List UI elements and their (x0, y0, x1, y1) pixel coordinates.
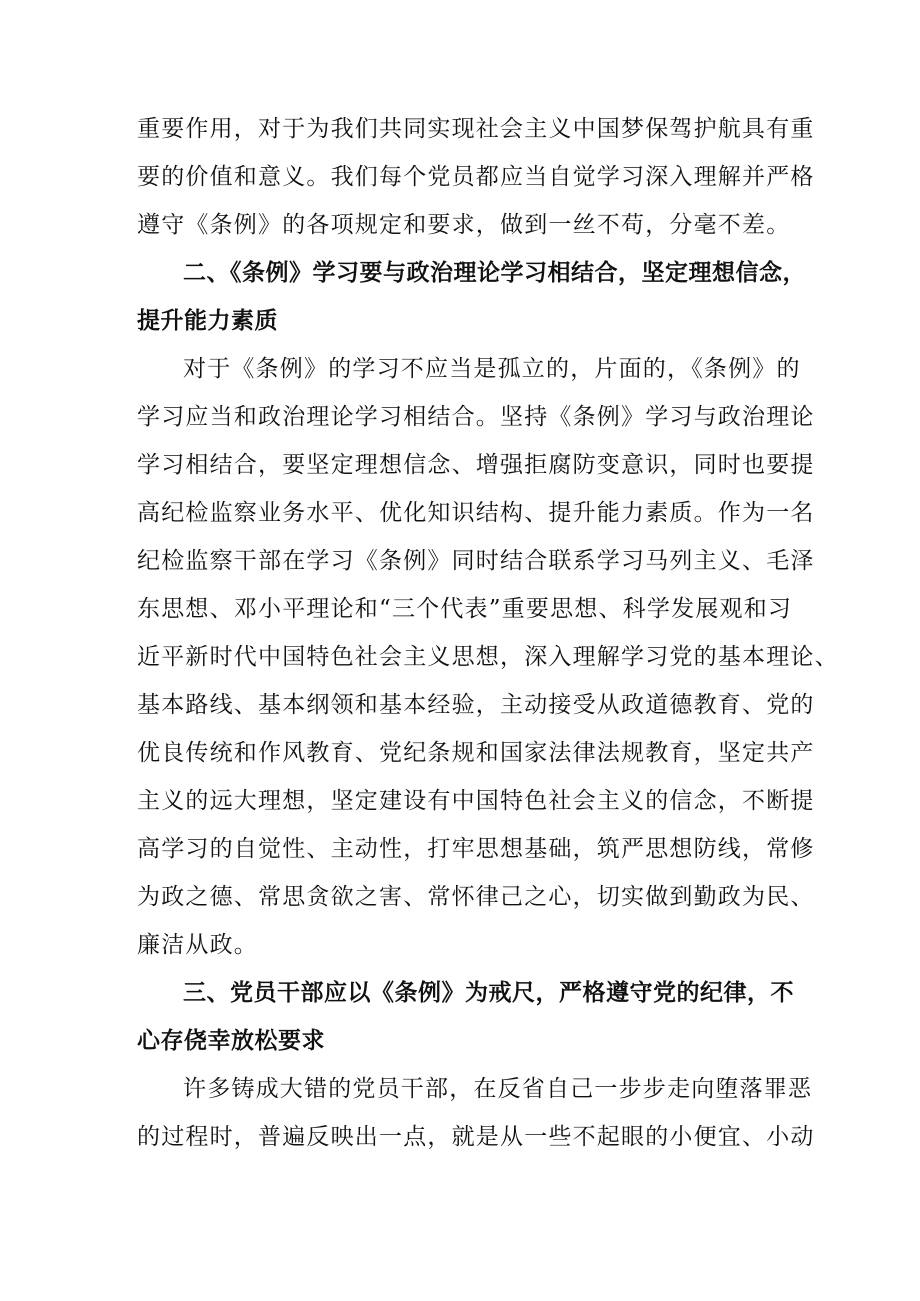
text-line: 的过程时，普遍反映出一点，就是从一些不起眼的小便宜、小动 (137, 1124, 815, 1150)
heading-line: 二、《条例》学习要与政治理论学习相结合，坚定理想信念， (183, 260, 806, 286)
text-line: 学习应当和政治理论学习相结合。坚持《条例》学习与政治理论 (137, 404, 815, 430)
text-line: 遵守《条例》的各项规定和要求，做到一丝不苟，分毫不差。 (137, 212, 791, 238)
section-heading-2 (137, 249, 806, 345)
text-line: 要的价值和意义。我们每个党员都应当自觉学习深入理解并严格 (137, 164, 815, 190)
text-line: 基本路线、基本纲领和基本经验，主动接受从政道德教育、党的 (137, 692, 815, 718)
section-heading-3 (137, 969, 794, 1065)
text-line: 纪检监察干部在学习《条例》同时结合联系学习马列主义、毛泽 (137, 548, 815, 574)
document-body (137, 105, 839, 1161)
text-line: 高学习的自觉性、主动性，打牢思想基础，筑严思想防线，常修 (137, 836, 815, 862)
text-line: 许多铸成大错的党员干部，在反省自己一步步走向堕落罪恶 (183, 1076, 813, 1102)
heading-line: 提升能力素质 (137, 308, 278, 334)
text-line: 高纪检监察业务水平、优化知识结构、提升能力素质。作为一名 (137, 500, 815, 526)
text-line: 东思想、邓小平理论和“三个代表”重要思想、科学发展观和习 (137, 596, 793, 622)
paragraph-3 (137, 1065, 815, 1161)
heading-line: 三、党员干部应以《条例》为戒尺，严格遵守党的纪律，不 (183, 980, 794, 1006)
text-line: 近平新时代中国特色社会主义思想，深入理解学习党的基本理论、 (137, 644, 839, 670)
heading-line: 心存侥幸放松要求 (137, 1028, 325, 1054)
text-line: 重要作用，对于为我们共同实现社会主义中国梦保驾护航具有重 (137, 116, 815, 142)
text-line: 学习相结合，要坚定理想信念、增强拒腐防变意识，同时也要提 (137, 452, 815, 478)
paragraph-2 (137, 345, 839, 969)
text-line: 为政之德、常思贪欲之害、常怀律己之心，切实做到勤政为民、 (137, 884, 815, 910)
paragraph-1 (137, 105, 815, 249)
text-line: 对于《条例》的学习不应当是孤立的，片面的，《条例》的 (183, 356, 801, 382)
text-line: 主义的远大理想，坚定建设有中国特色社会主义的信念，不断提 (137, 788, 815, 814)
text-line: 优良传统和作风教育、党纪条规和国家法律法规教育，坚定共产 (137, 740, 815, 766)
text-line: 廉洁从政。 (137, 932, 258, 958)
